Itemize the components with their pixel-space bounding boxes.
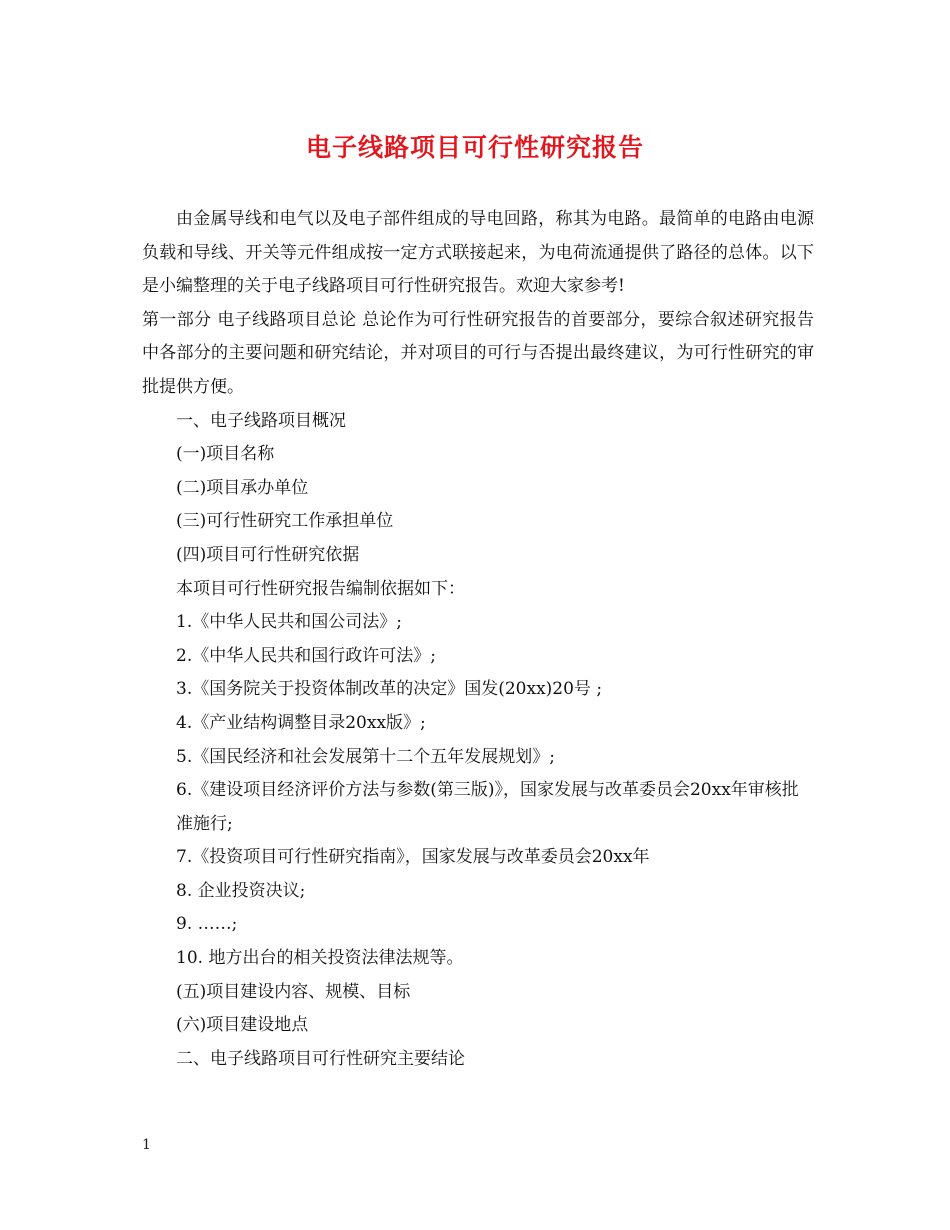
list-item: (二)项目承办单位 [176,477,309,498]
basis-item: 2.《中华人民共和国行政许可法》; [176,645,436,666]
intro-paragraph: 由金属导线和电气以及电子部件组成的导电回路，称其为电路。最简单的电路由电源负载和导线、开关等元件组成按一定方式联接起来，为电荷流通提供了路径的总体。以下是小编整理的关于电子线路项目可行性研究报告。欢迎大家参考! [142,209,814,297]
document-body [142,203,814,1076]
list-item: (三)可行性研究工作承担单位 [176,511,394,532]
section-heading-conclusion: 二、电子线路项目可行性研究主要结论 [176,1048,465,1069]
list-item: (一)项目名称 [176,444,275,465]
basis-item: 1.《中华人民共和国公司法》; [176,612,402,633]
page-number: 1 [142,1137,151,1153]
list-item: 本项目可行性研究报告编制依据如下： [176,578,465,599]
list-item: (五)项目建设内容、规模、目标 [176,981,411,1002]
section-heading-overview: 一、电子线路项目概况 [176,410,346,431]
basis-item: 10. 地方出台的相关投资法律法规等。 [176,948,464,969]
basis-item: 4.《产业结构调整目录20xx版》; [176,712,426,733]
basis-item: 5.《国民经济和社会发展第十二个五年发展规划》; [176,746,555,767]
basis-item: 6.《建设项目经济评价方法与参数(第三版)》，国家发展与改革委员会20xx年审核批准施行; [176,780,799,834]
basis-item: 3.《国务院关于投资体制改革的决定》国发(20xx)20号 ; [176,679,603,700]
list-item: (六)项目建设地点 [176,1015,309,1036]
part-one-paragraph: 第一部分 电子线路项目总论 总论作为可行性研究报告的首要部分，要综合叙述研究报告中各部分的主要问题和研究结论，并对项目的可行与否提出最终建议，为可行性研究的审批提供方便。 [142,309,814,397]
document-title: 电子线路项目可行性研究报告 [305,133,644,162]
basis-item: 7.《投资项目可行性研究指南》，国家发展与改革委员会20xx年 [176,847,650,868]
basis-item: 8. 企业投资决议; [176,880,306,901]
basis-item: 9. ……; [176,914,238,935]
list-item: (四)项目可行性研究依据 [176,544,360,565]
